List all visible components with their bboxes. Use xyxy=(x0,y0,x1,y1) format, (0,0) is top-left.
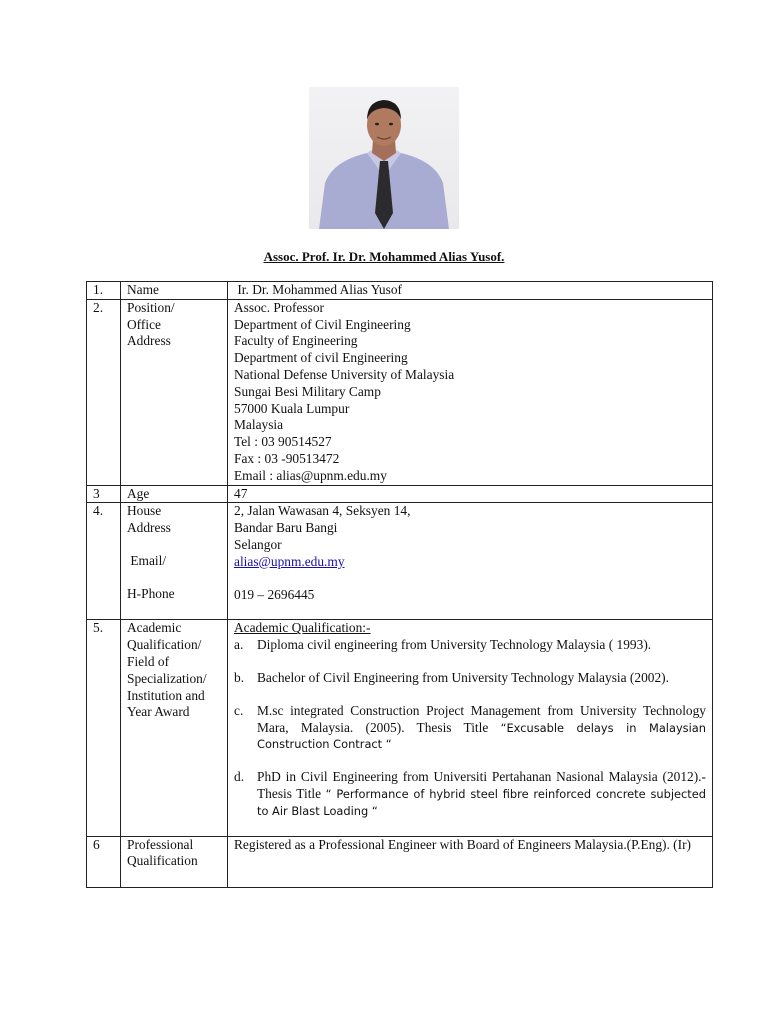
document-title: Assoc. Prof. Ir. Dr. Mohammed Alias Yusof. xyxy=(263,249,505,264)
row-number: 6 xyxy=(87,836,121,887)
address-line: Bandar Baru Bangi xyxy=(234,520,338,536)
portrait-photo xyxy=(309,87,459,229)
address-line: Selangor xyxy=(234,536,282,552)
email-line: Email : alias@upnm.edu.my xyxy=(234,467,387,483)
row-value xyxy=(228,503,713,620)
phone-value: 019 – 2696445 xyxy=(234,586,315,602)
row-number: 2. xyxy=(87,299,121,485)
label-line: Position/ xyxy=(127,299,175,315)
row-value xyxy=(228,620,713,836)
label-line: Office xyxy=(127,316,161,332)
label-line: House xyxy=(127,503,162,519)
address-line: 2, Jalan Wawasan 4, Seksyen 14, xyxy=(234,503,411,519)
qualification-item xyxy=(234,670,712,687)
row-value xyxy=(228,282,713,300)
qualification-heading: Academic Qualification:- xyxy=(234,620,371,636)
row-label xyxy=(121,503,228,620)
table-row xyxy=(87,836,713,887)
fax-line: Fax : 03 -90513472 xyxy=(234,450,340,466)
table-row xyxy=(87,620,713,836)
row-label xyxy=(121,620,228,836)
address-line: Sungai Besi Military Camp xyxy=(234,383,381,399)
label-line: H-Phone xyxy=(127,585,175,601)
table-row xyxy=(87,503,713,620)
label-line: Email/ xyxy=(127,552,167,568)
label-line: Field of xyxy=(127,653,170,669)
row-label xyxy=(121,299,228,485)
professional-qualification-value: Registered as a Professional Engineer with Board of Engineers Malaysia.(P.Eng). (Ir) xyxy=(228,836,713,887)
item-text: Bachelor of Civil Engineering from University Technology Malaysia (2002). xyxy=(257,669,669,685)
item-letter: a. xyxy=(234,637,244,653)
qualification-item xyxy=(234,703,712,753)
address-line: Faculty of Engineering xyxy=(234,333,358,349)
table-row xyxy=(87,299,713,485)
cv-table xyxy=(86,281,713,888)
label-line: Academic xyxy=(127,620,182,636)
qualification-item xyxy=(234,769,712,819)
address-line: Malaysia xyxy=(234,417,284,433)
person-portrait-icon xyxy=(309,87,459,229)
tel-line: Tel : 03 90514527 xyxy=(234,434,332,450)
label-line: Specialization/ xyxy=(127,670,207,686)
item-letter: b. xyxy=(234,669,245,685)
row-number: 5. xyxy=(87,620,121,836)
label-line: Year Award xyxy=(127,704,190,720)
address-line: National Defense University of Malaysia xyxy=(234,366,455,382)
name-value: Ir. Dr. Mohammed Alias Yusof xyxy=(234,282,402,297)
item-letter: d. xyxy=(234,769,245,785)
label-line: Qualification/ xyxy=(127,637,202,653)
table-row xyxy=(87,485,713,503)
position-line: Assoc. Professor xyxy=(234,299,325,315)
thesis-title: “Excusable delays in Malaysian Construction Contract “ xyxy=(257,720,706,752)
item-letter: c. xyxy=(234,702,244,718)
address-line: Department of Civil Engineering xyxy=(234,316,411,332)
age-value: 47 xyxy=(228,485,713,503)
label-line: Professional xyxy=(127,836,194,852)
row-label xyxy=(121,836,228,887)
item-text: PhD in Civil Engineering from Universiti Pertahanan Nasional Malaysia (2012).- Thesis Title xyxy=(257,769,706,801)
item-text: M.sc integrated Construction Project Management from University Technology Mara, Malaysia. (2005). Thesis Title xyxy=(257,702,706,735)
address-line: Department of civil Engineering xyxy=(234,350,408,366)
row-number: 4. xyxy=(87,503,121,620)
label-line: Address xyxy=(127,333,171,349)
row-value xyxy=(228,299,713,485)
row-label: Name xyxy=(121,282,228,300)
row-number: 1. xyxy=(87,282,121,300)
row-number: 3 xyxy=(87,485,121,503)
label-line: Qualification xyxy=(127,853,198,869)
thesis-title: “ Performance of hybrid steel fibre reinforced concrete subjected to Air Blast Loading “ xyxy=(257,786,706,818)
item-text: Diploma civil engineering from University Technology Malaysia ( 1993). xyxy=(257,637,652,653)
label-line: Address xyxy=(127,520,171,536)
address-line: 57000 Kuala Lumpur xyxy=(234,400,350,416)
email-link[interactable]: alias@upnm.edu.my xyxy=(234,553,345,569)
row-label: Age xyxy=(121,485,228,503)
table-row xyxy=(87,282,713,300)
label-line: Institution and xyxy=(127,687,205,703)
qualification-item xyxy=(234,637,712,654)
